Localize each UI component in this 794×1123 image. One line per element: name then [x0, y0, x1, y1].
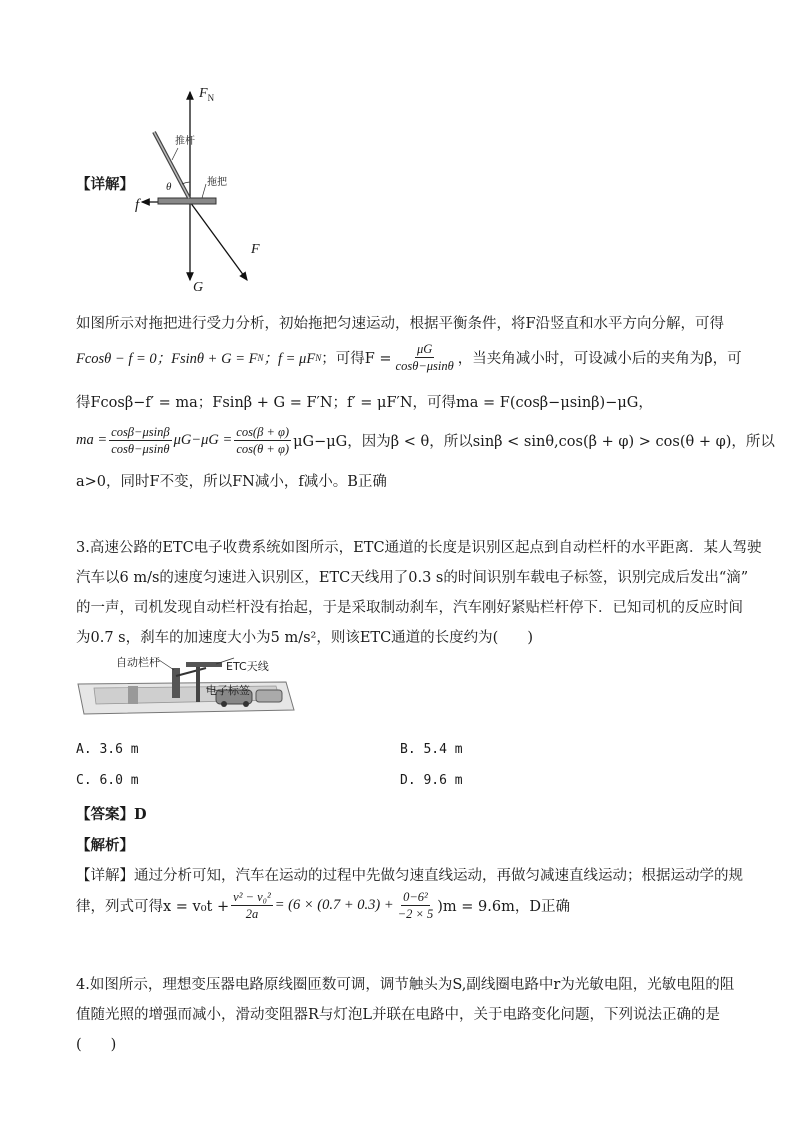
- fn-sub-label: N: [207, 92, 215, 103]
- q4-stem-line1: 4.如图所示，理想变压器电路原线圈匝数可调，调节触头为S,副线圈电路中r为光敏电阻，光敏电阻的阻: [76, 977, 735, 993]
- q3-detail-line2: 律，列式可得x = v₀t + $\frac{\text{v² − v₀²}}{2a}$ = (6 × (0.7 + 0.3) + $\frac{\text{0−6²}}{-2 \times 5}$ )m = 9.6m，D正确: [76, 890, 570, 922]
- gate-post: [172, 668, 180, 698]
- force-diagram: [120, 80, 280, 295]
- option-c[interactable]: C. 6.0 m: [76, 773, 139, 788]
- mop-label: 拖把: [207, 177, 227, 188]
- auto-gate-bar: [176, 668, 206, 676]
- push-rod-label: 推杆: [175, 136, 195, 147]
- q4-stem-line3: ( ): [76, 1037, 117, 1053]
- q3-stem-line2: 汽车以6 m/s的速度匀速进入识别区，ETC天线用了0.3 s的时间识别车载电子标签，识别完成后发出“滴”: [76, 570, 749, 586]
- e-tag-label: 电子标签: [206, 684, 250, 697]
- mop-head: [158, 198, 216, 204]
- q4-stem-line2: 值随光照的增强而减小，滑动变阻器R与灯泡L并联在电路中，关于电路变化问题，下列说法正确的是: [76, 1007, 721, 1023]
- option-b[interactable]: B. 5.4 m: [400, 742, 463, 757]
- q2-line2: Fcosθ − f = 0；Fsinθ + G = F N ；f = μF N ；可得F = $\frac{\mu G}{\cos\theta-\mu\sin\theta}$ ，当夹角减小时，可设减小后的夹角为β，可: [76, 342, 742, 374]
- detail-tag: 【详解】: [76, 176, 134, 193]
- q3-stem-line1: 3.高速公路的ETC电子收费系统如图所示，ETC通道的长度是识别区起点到自动栏杆的水平距离．某人驾驶: [76, 540, 762, 556]
- antenna-beam: [186, 662, 222, 667]
- f-label: f: [135, 197, 140, 213]
- fn-label: F: [199, 86, 208, 101]
- big-f-arrow: [190, 202, 247, 280]
- q3-stem-line3: 的一声，司机发现自动栏杆没有抬起，于是采取制动刹车，汽车刚好紧贴栏杆停下．已知司机的反应时间: [76, 600, 743, 616]
- option-a[interactable]: A. 3.6 m: [76, 742, 139, 757]
- q2-line1: 如图所示对拖把进行受力分析，初始拖把匀速运动，根据平衡条件，将F沿竖直和水平方向分解，可得: [76, 316, 725, 332]
- big-f-label: F: [251, 242, 260, 257]
- q3-analysis-label: 【解析】: [76, 837, 134, 854]
- g-label: G: [193, 280, 204, 295]
- q2-line4: ma = $\frac{\cos\beta-\mu\sin\beta}{\cos\theta-\mu\sin\theta}$ μG−μG = $\frac{\cos(\beta + \varphi)}{\cos(\theta + \varphi)}$ μG−μG，因为β < θ，所以sinβ < sinθ,cos(β + φ) > cos(θ + φ)，所以: [76, 425, 775, 457]
- theta-label: θ: [166, 181, 172, 193]
- q3-stem-line4: 为0.7 s，刹车的加速度大小为5 m/s²，则该ETC通道的长度约为( ): [76, 630, 533, 646]
- q3-answer: 【答案】D: [76, 806, 147, 823]
- option-d[interactable]: D. 9.6 m: [400, 773, 463, 788]
- q2-line5: a>0，同时F不变，所以FN减小，f减小。B正确: [76, 474, 387, 490]
- auto-gate-label: 自动栏杆: [116, 656, 160, 669]
- q2-line3: 得Fcosβ−f′ = ma；Fsinβ + G = F′N；f′ = μF′N，可得ma = F(cosβ−μsinβ)−μG，: [76, 395, 653, 411]
- etc-antenna-label: ETC天线: [226, 660, 269, 673]
- q3-detail-line1: 【详解】通过分析可知，汽车在运动的过程中先做匀速直线运动，再做匀减速直线运动；根据运动学的规: [76, 868, 743, 884]
